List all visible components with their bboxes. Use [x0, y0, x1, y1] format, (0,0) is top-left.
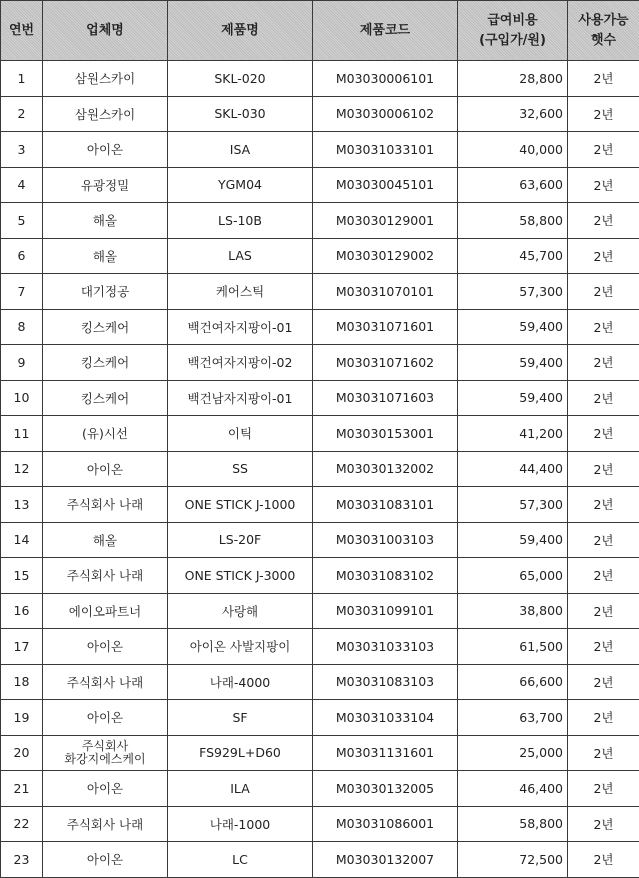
cell-company: 아이온 — [43, 700, 168, 736]
cell-no: 1 — [1, 61, 43, 97]
cell-period: 2년 — [568, 700, 639, 736]
table-row — [1, 700, 639, 736]
cell-company: 킹스케어 — [43, 309, 168, 345]
cell-company: 대기정공 — [43, 274, 168, 310]
cell-product: ONE STICK J-1000 — [168, 487, 313, 523]
cell-code: M03030045101 — [313, 167, 458, 203]
header-cost-line2: (구입가/원) — [464, 31, 561, 51]
header-no: 연번 — [1, 1, 43, 61]
cell-product: 나래-1000 — [168, 806, 313, 842]
cell-no: 7 — [1, 274, 43, 310]
cell-product: 백건남자지팡이-01 — [168, 380, 313, 416]
cell-cost: 46,400 — [458, 771, 568, 807]
cell-no: 14 — [1, 522, 43, 558]
cell-code: M03031070101 — [313, 274, 458, 310]
table-row — [1, 309, 639, 345]
cell-cost: 61,500 — [458, 629, 568, 665]
cell-company: 해올 — [43, 238, 168, 274]
cell-cost: 57,300 — [458, 487, 568, 523]
cell-no: 20 — [1, 735, 43, 771]
cell-cost: 38,800 — [458, 593, 568, 629]
table-row — [1, 735, 639, 771]
cell-code: M03030132002 — [313, 451, 458, 487]
cell-cost: 28,800 — [458, 61, 568, 97]
cell-company: 주식회사 나래 — [43, 558, 168, 594]
cell-code: M03031099101 — [313, 593, 458, 629]
cell-period: 2년 — [568, 522, 639, 558]
cell-period: 2년 — [568, 558, 639, 594]
cell-no: 11 — [1, 416, 43, 452]
cell-period: 2년 — [568, 735, 639, 771]
cell-period: 2년 — [568, 806, 639, 842]
table-row — [1, 629, 639, 665]
table-row — [1, 274, 639, 310]
cell-product: ONE STICK J-3000 — [168, 558, 313, 594]
cell-cost: 25,000 — [458, 735, 568, 771]
cell-company: 아이온 — [43, 451, 168, 487]
cell-product: YGM04 — [168, 167, 313, 203]
cell-cost: 59,400 — [458, 309, 568, 345]
cell-cost: 45,700 — [458, 238, 568, 274]
cell-cost: 44,400 — [458, 451, 568, 487]
header-product: 제품명 — [168, 1, 313, 61]
table-row — [1, 593, 639, 629]
cell-period: 2년 — [568, 132, 639, 168]
cell-product: 케어스틱 — [168, 274, 313, 310]
cell-period: 2년 — [568, 203, 639, 239]
cell-period: 2년 — [568, 771, 639, 807]
cell-company: 아이온 — [43, 629, 168, 665]
cell-company — [43, 735, 168, 771]
cell-code: M03031071603 — [313, 380, 458, 416]
cell-no: 19 — [1, 700, 43, 736]
table-row — [1, 238, 639, 274]
cell-company: 킹스케어 — [43, 380, 168, 416]
cell-company: 주식회사 나래 — [43, 806, 168, 842]
cell-product: 이틱 — [168, 416, 313, 452]
cell-company: 삼원스카이 — [43, 96, 168, 132]
cell-company: 에이오파트너 — [43, 593, 168, 629]
cell-code: M03030129002 — [313, 238, 458, 274]
cell-code: M03031071602 — [313, 345, 458, 381]
cell-product: SF — [168, 700, 313, 736]
table-row — [1, 416, 639, 452]
cell-company: 해올 — [43, 203, 168, 239]
cell-period: 2년 — [568, 416, 639, 452]
cell-cost: 59,400 — [458, 522, 568, 558]
table-body — [1, 61, 639, 878]
cell-company: 아이온 — [43, 771, 168, 807]
cell-no: 2 — [1, 96, 43, 132]
table-row — [1, 345, 639, 381]
header-period — [568, 1, 639, 61]
cell-product: 백건여자지팡이-02 — [168, 345, 313, 381]
cell-no: 4 — [1, 167, 43, 203]
table-row — [1, 487, 639, 523]
header-period-line1: 사용가능 — [574, 11, 633, 31]
cell-code: M03030153001 — [313, 416, 458, 452]
cell-company: (유)시선 — [43, 416, 168, 452]
table-row — [1, 167, 639, 203]
cell-product: SKL-020 — [168, 61, 313, 97]
table-row — [1, 806, 639, 842]
cell-no: 17 — [1, 629, 43, 665]
cell-product: 사랑해 — [168, 593, 313, 629]
cell-company: 주식회사 나래 — [43, 664, 168, 700]
cell-product: SKL-030 — [168, 96, 313, 132]
cell-no: 13 — [1, 487, 43, 523]
table-row — [1, 664, 639, 700]
cell-period: 2년 — [568, 629, 639, 665]
cell-no: 9 — [1, 345, 43, 381]
cell-cost: 59,400 — [458, 380, 568, 416]
cell-cost: 40,000 — [458, 132, 568, 168]
table-row — [1, 96, 639, 132]
table-row — [1, 380, 639, 416]
cell-code: M03030006101 — [313, 61, 458, 97]
cell-product: ISA — [168, 132, 313, 168]
cell-cost: 72,500 — [458, 842, 568, 878]
cell-period: 2년 — [568, 274, 639, 310]
cell-no: 5 — [1, 203, 43, 239]
cell-period: 2년 — [568, 238, 639, 274]
header-code: 제품코드 — [313, 1, 458, 61]
cell-period: 2년 — [568, 380, 639, 416]
cell-company: 아이온 — [43, 132, 168, 168]
cell-product: FS929L+D60 — [168, 735, 313, 771]
cell-code: M03031086001 — [313, 806, 458, 842]
cell-code: M03031083101 — [313, 487, 458, 523]
cell-product: LS-10B — [168, 203, 313, 239]
cell-company: 킹스케어 — [43, 345, 168, 381]
cell-cost: 41,200 — [458, 416, 568, 452]
cell-cost: 66,600 — [458, 664, 568, 700]
cell-no: 8 — [1, 309, 43, 345]
table-row — [1, 203, 639, 239]
cell-cost: 65,000 — [458, 558, 568, 594]
cell-code: M03031033103 — [313, 629, 458, 665]
cell-period: 2년 — [568, 345, 639, 381]
cell-product: ILA — [168, 771, 313, 807]
cell-code: M03030129001 — [313, 203, 458, 239]
cell-code: M03030132007 — [313, 842, 458, 878]
cell-no: 10 — [1, 380, 43, 416]
table-row — [1, 61, 639, 97]
table-header — [1, 1, 639, 61]
cell-code: M03031083102 — [313, 558, 458, 594]
cell-code: M03031033101 — [313, 132, 458, 168]
cell-code: M03031003103 — [313, 522, 458, 558]
cell-no: 6 — [1, 238, 43, 274]
cell-no: 22 — [1, 806, 43, 842]
table-row — [1, 451, 639, 487]
header-row — [1, 1, 639, 61]
cell-cost: 57,300 — [458, 274, 568, 310]
cell-product: 아이온 사발지팡이 — [168, 629, 313, 665]
cell-company: 해올 — [43, 522, 168, 558]
cell-no: 16 — [1, 593, 43, 629]
header-cost — [458, 1, 568, 61]
cell-product: 백건여자지팡이-01 — [168, 309, 313, 345]
cell-period: 2년 — [568, 61, 639, 97]
cell-company: 삼원스카이 — [43, 61, 168, 97]
cell-period: 2년 — [568, 664, 639, 700]
table-row — [1, 771, 639, 807]
header-period-line2: 햇수 — [574, 31, 633, 51]
cell-period: 2년 — [568, 593, 639, 629]
table-row — [1, 842, 639, 878]
cell-product: SS — [168, 451, 313, 487]
table-row — [1, 558, 639, 594]
cell-product: LC — [168, 842, 313, 878]
cell-code: M03031033104 — [313, 700, 458, 736]
table-row — [1, 132, 639, 168]
cell-cost: 63,600 — [458, 167, 568, 203]
cell-company: 유광정밀 — [43, 167, 168, 203]
cell-cost: 63,700 — [458, 700, 568, 736]
header-company: 업체명 — [43, 1, 168, 61]
cell-product: LS-20F — [168, 522, 313, 558]
header-cost-line1: 급여비용 — [464, 11, 561, 31]
cell-company-line2: 화강지에스케이 — [49, 753, 161, 766]
cell-product: LAS — [168, 238, 313, 274]
cell-no: 3 — [1, 132, 43, 168]
cell-code: M03031131601 — [313, 735, 458, 771]
cell-no: 18 — [1, 664, 43, 700]
cell-code: M03031071601 — [313, 309, 458, 345]
cell-code: M03030132005 — [313, 771, 458, 807]
cell-company: 아이온 — [43, 842, 168, 878]
cell-period: 2년 — [568, 96, 639, 132]
cell-company: 주식회사 나래 — [43, 487, 168, 523]
table-row — [1, 522, 639, 558]
cell-no: 23 — [1, 842, 43, 878]
cell-product: 나래-4000 — [168, 664, 313, 700]
cell-period: 2년 — [568, 487, 639, 523]
cell-code: M03030006102 — [313, 96, 458, 132]
cell-period: 2년 — [568, 842, 639, 878]
cell-period: 2년 — [568, 451, 639, 487]
cell-company-line1: 주식회사 — [49, 740, 161, 753]
cell-period: 2년 — [568, 167, 639, 203]
cell-period: 2년 — [568, 309, 639, 345]
cell-cost: 58,800 — [458, 203, 568, 239]
cell-cost: 58,800 — [458, 806, 568, 842]
cell-code: M03031083103 — [313, 664, 458, 700]
cell-no: 15 — [1, 558, 43, 594]
cell-cost: 32,600 — [458, 96, 568, 132]
cell-cost: 59,400 — [458, 345, 568, 381]
cell-no: 12 — [1, 451, 43, 487]
cell-no: 21 — [1, 771, 43, 807]
